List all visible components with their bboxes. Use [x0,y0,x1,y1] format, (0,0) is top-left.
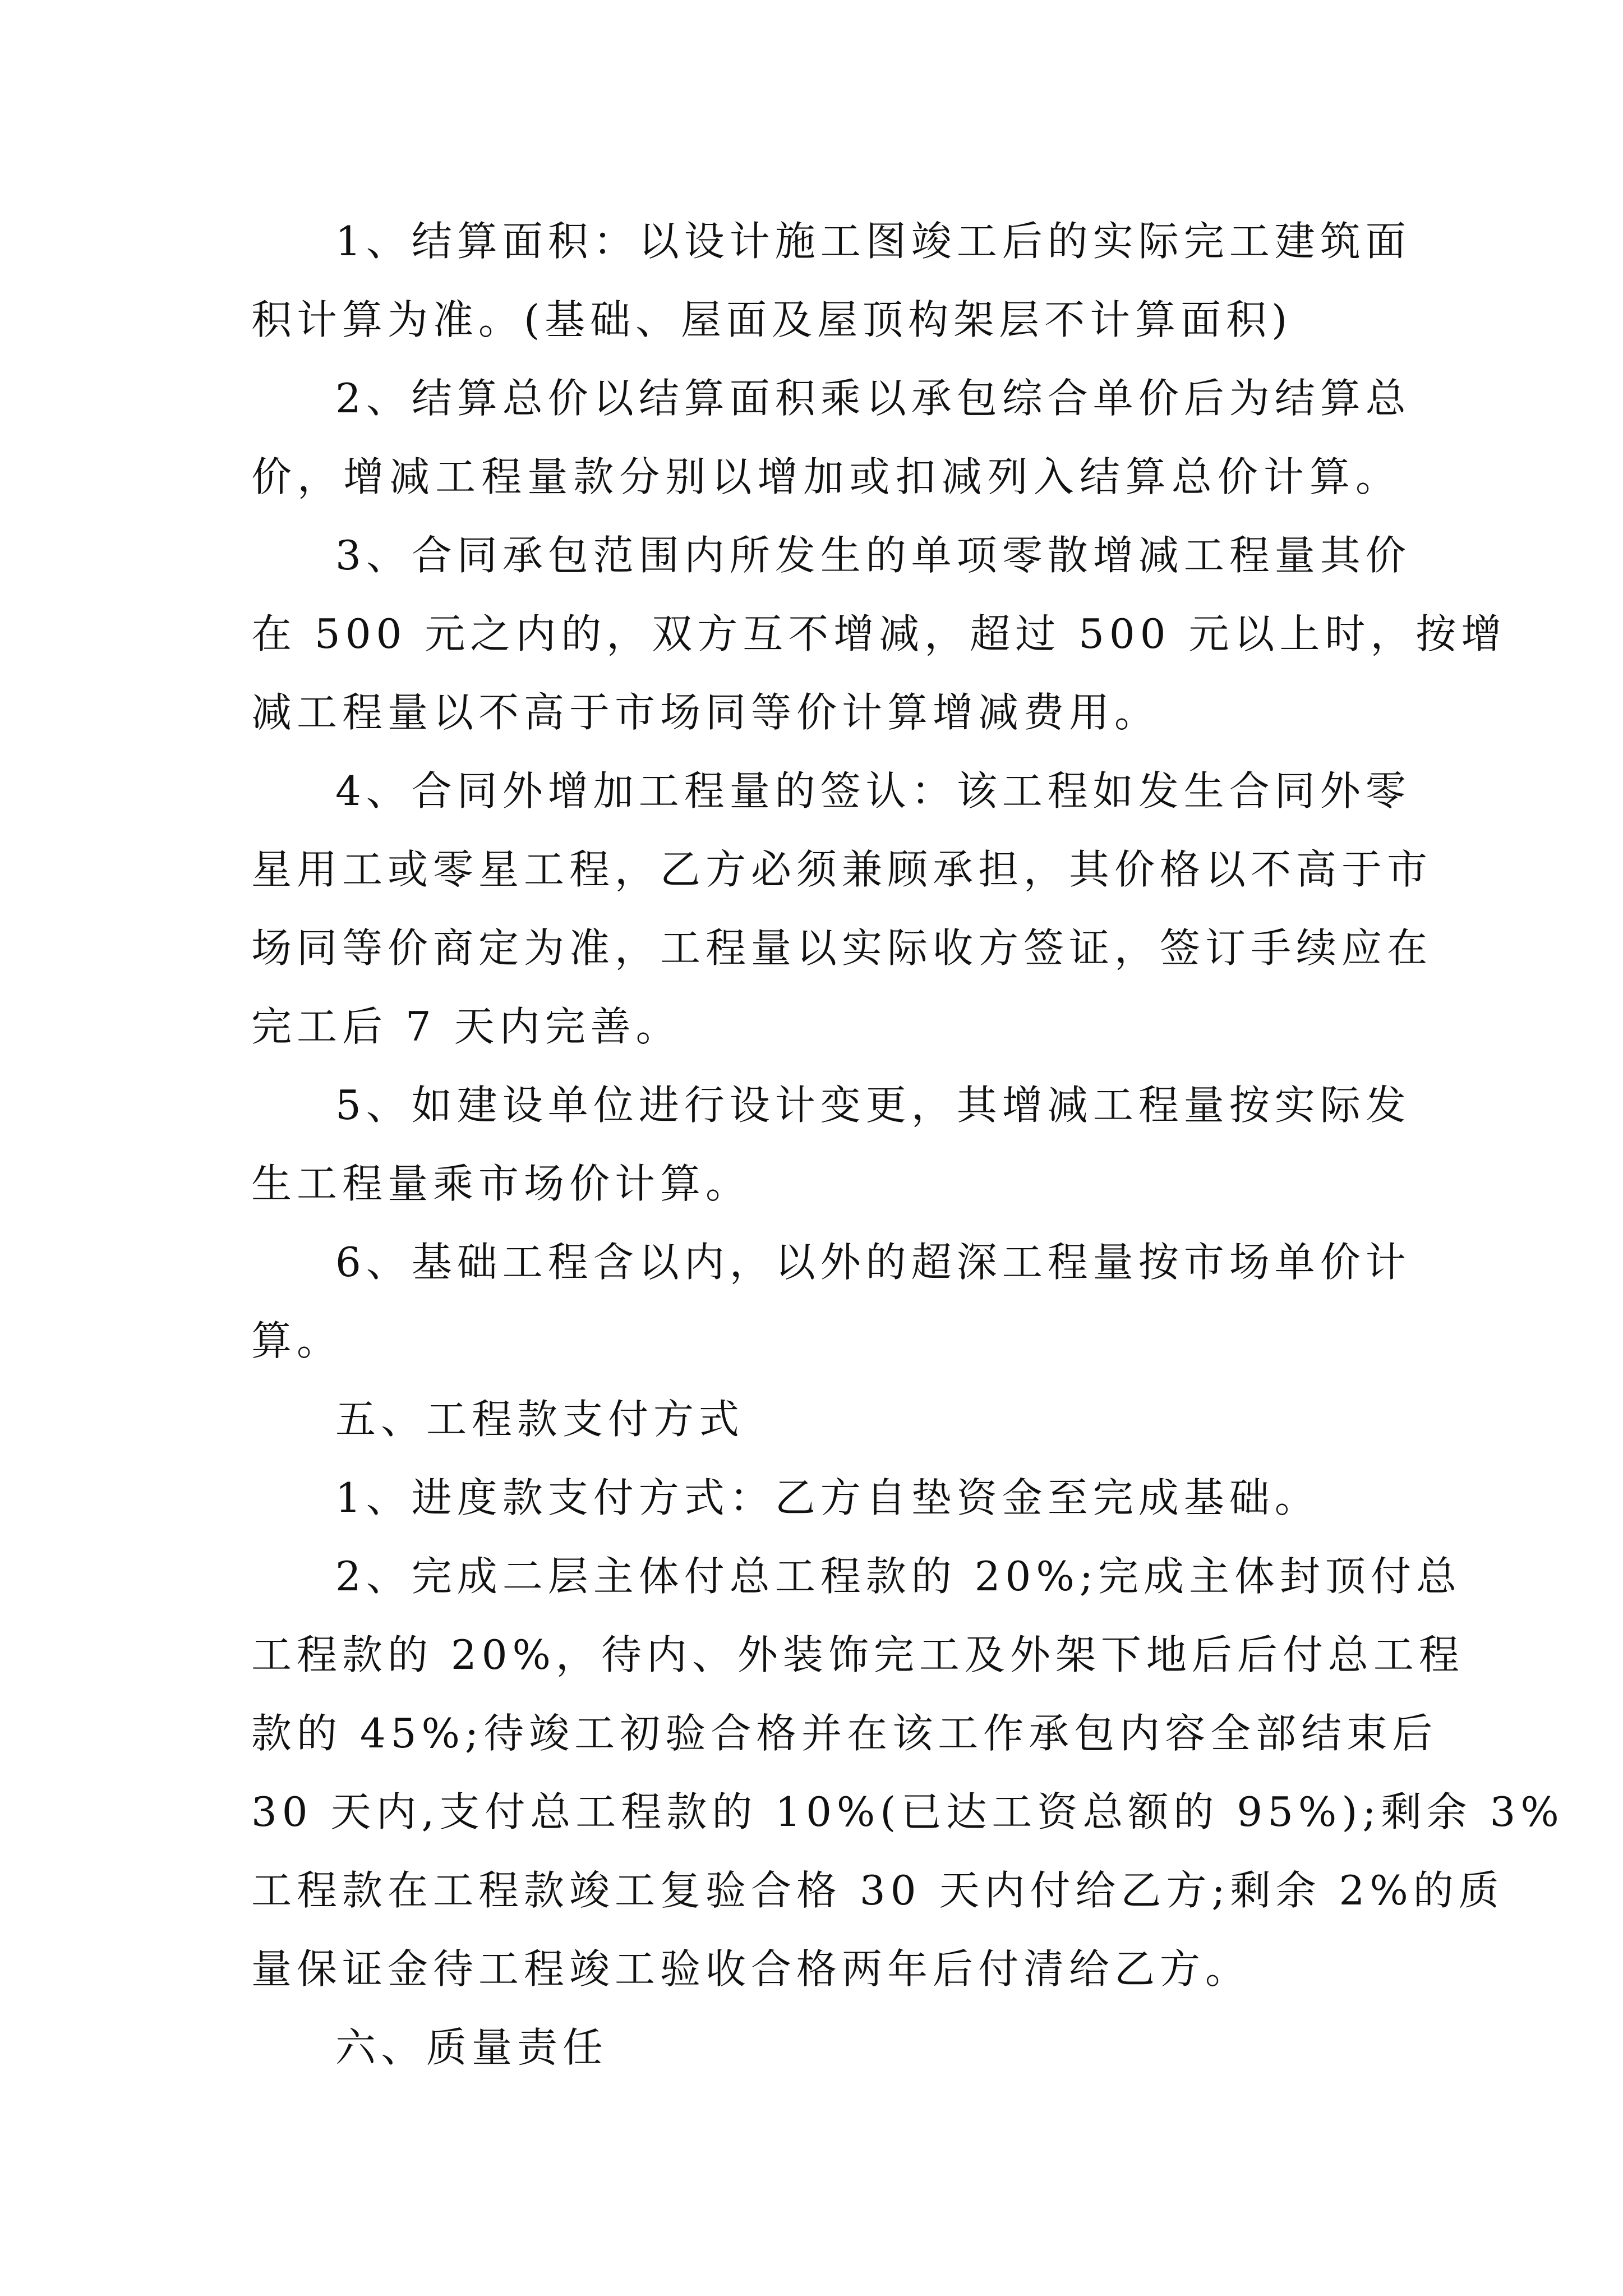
section-heading: 六、质量责任 [335,2024,608,2071]
text-line: 星用工或零星工程，乙方必须兼顾承担，其价格以不高于市 [251,846,1433,893]
text-line: 在 500 元之内的，双方互不增减，超过 500 元以上时，按增 [251,610,1507,657]
text-line: 4、合同外增加工程量的签认：该工程如发生合同外零 [335,767,1411,815]
text-line: 款的 45%;待竣工初验合格并在该工作承包内容全部结束后 [251,1710,1438,1757]
text-line: 积计算为准。(基础、屋面及屋顶构架层不计算面积) [251,296,1293,343]
text-line: 生工程量乘市场价计算。 [251,1160,751,1207]
text-line: 减工程量以不高于市场同等价计算增减费用。 [251,689,1160,736]
text-line: 工程款的 20%，待内、外装饰完工及外架下地后后付总工程 [251,1631,1464,1678]
text-line: 3、合同承包范围内所发生的单项零散增减工程量其价 [335,532,1411,579]
section-heading: 五、工程款支付方式 [335,1396,745,1443]
text-line: 场同等价商定为准，工程量以实际收方签证，签订手续应在 [251,924,1433,972]
text-line: 5、如建设单位进行设计变更，其增减工程量按实际发 [335,1082,1411,1129]
text-line: 完工后 7 天内完善。 [251,1003,681,1050]
text-line: 2、结算总价以结算面积乘以承包综合单价后为结算总 [335,375,1411,422]
text-line: 1、进度款支付方式：乙方自垫资金至完成基础。 [335,1474,1320,1521]
text-line: 量保证金待工程竣工验收合格两年后付清给乙方。 [251,1945,1251,1993]
text-line: 1、结算面积：以设计施工图竣工后的实际完工建筑面 [335,218,1411,265]
text-line: 价，增减工程量款分别以增加或扣减列入结算总价计算。 [251,453,1401,500]
text-line: 2、完成二层主体付总工程款的 20%;完成主体封顶付总 [335,1553,1461,1600]
text-line: 工程款在工程款竣工复验合格 30 天内付给乙方;剩余 2%的质 [251,1867,1504,1914]
text-line: 30 天内,支付总工程款的 10%(已达工资总额的 95%);剩余 3% [251,1788,1564,1835]
text-line: 算。 [251,1317,343,1364]
text-line: 6、基础工程含以内，以外的超深工程量按市场单价计 [335,1239,1411,1286]
